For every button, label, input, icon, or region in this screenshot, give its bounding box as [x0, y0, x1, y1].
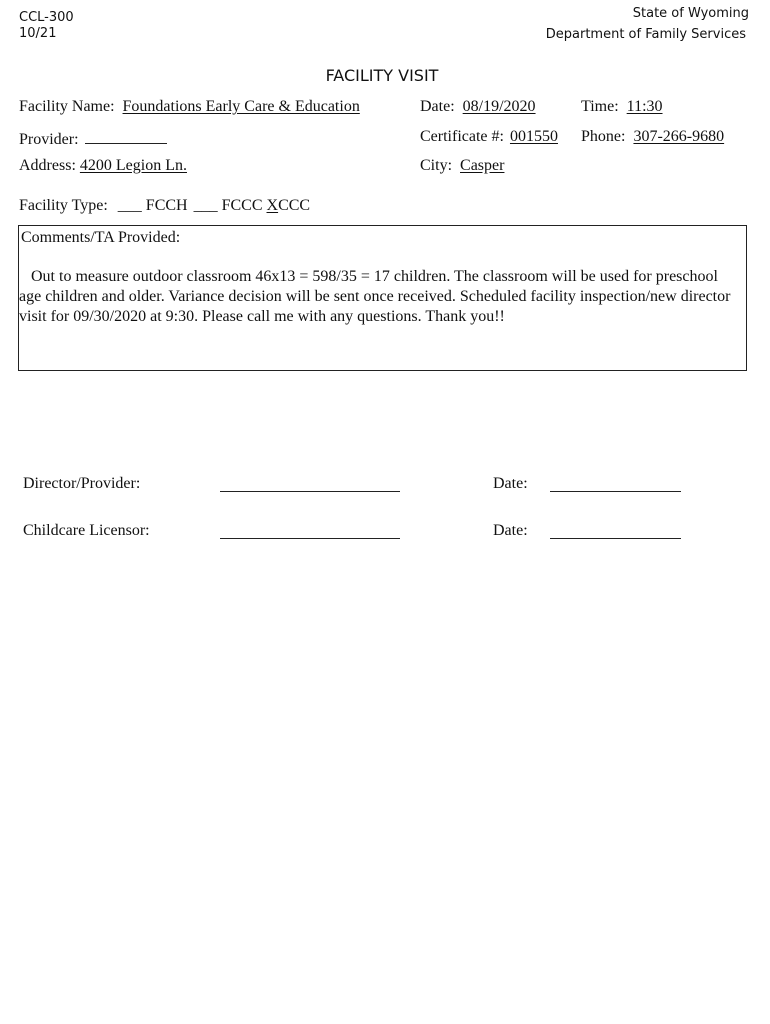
time-value: 11:30 — [626, 98, 663, 115]
date-value: 08/19/2020 — [462, 98, 536, 115]
facility-name-row — [19, 98, 360, 116]
licensor-date-line — [550, 538, 681, 539]
facility-type-ccc: CCC — [278, 197, 311, 214]
licensor-label: Childcare Licensor: — [23, 522, 150, 539]
facility-type-fccc: FCCC — [221, 197, 263, 214]
facility-type-mark-ccc: X — [266, 197, 279, 214]
date-row — [420, 98, 536, 116]
city-row — [420, 157, 504, 175]
form-revision-date: 10/21 — [19, 26, 57, 41]
licensor-signature-line — [220, 538, 400, 539]
state-name: State of Wyoming — [632, 6, 749, 21]
provider-label: Provider: — [19, 131, 79, 148]
city-label: City: — [420, 157, 453, 174]
certificate-value: 001550 — [509, 128, 558, 145]
time-label: Time: — [581, 98, 619, 115]
address-row — [19, 157, 187, 175]
provider-value — [85, 128, 167, 144]
phone-row — [581, 128, 724, 146]
facility-type-label: Facility Type: — [19, 197, 108, 214]
facility-type-fcch: FCCH — [145, 197, 188, 214]
facility-type-mark-fccc: ___ — [193, 197, 218, 214]
department-name: Department of Family Services — [545, 27, 746, 42]
facility-type-row — [19, 197, 310, 215]
facility-name-label: Facility Name: — [19, 98, 115, 115]
date-label: Date: — [420, 98, 455, 115]
comments-box — [18, 225, 747, 371]
director-date-label: Date: — [493, 475, 528, 492]
facility-type-mark-fcch: ___ — [117, 197, 142, 214]
comments-text: Out to measure outdoor classroom 46x13 = 598/35 = 17 children. The classroom will be used for preschool age children and older. Variance decision will be sent once received. Scheduled facility inspection/new director visit for 09/30/2020 at 9:30. Please call me with any questions. Thank you!! — [19, 268, 731, 325]
certificate-row — [420, 128, 558, 146]
director-provider-label: Director/Provider: — [23, 475, 141, 492]
phone-value: 307-266-9680 — [633, 128, 725, 145]
comments-label: Comments/TA Provided: — [21, 229, 181, 246]
address-value: 4200 Legion Ln. — [79, 157, 187, 174]
form-code: CCL-300 — [19, 10, 74, 25]
page-title: FACILITY VISIT — [325, 66, 439, 85]
address-label: Address: — [19, 157, 76, 174]
licensor-date-label: Date: — [493, 522, 528, 539]
time-row — [581, 98, 663, 116]
director-signature-line — [220, 491, 400, 492]
certificate-label: Certificate #: — [420, 128, 504, 145]
facility-name-value: Foundations Early Care & Education — [122, 98, 360, 115]
phone-label: Phone: — [581, 128, 626, 145]
provider-row — [19, 128, 167, 149]
director-date-line — [550, 491, 681, 492]
city-value: Casper — [460, 157, 505, 174]
